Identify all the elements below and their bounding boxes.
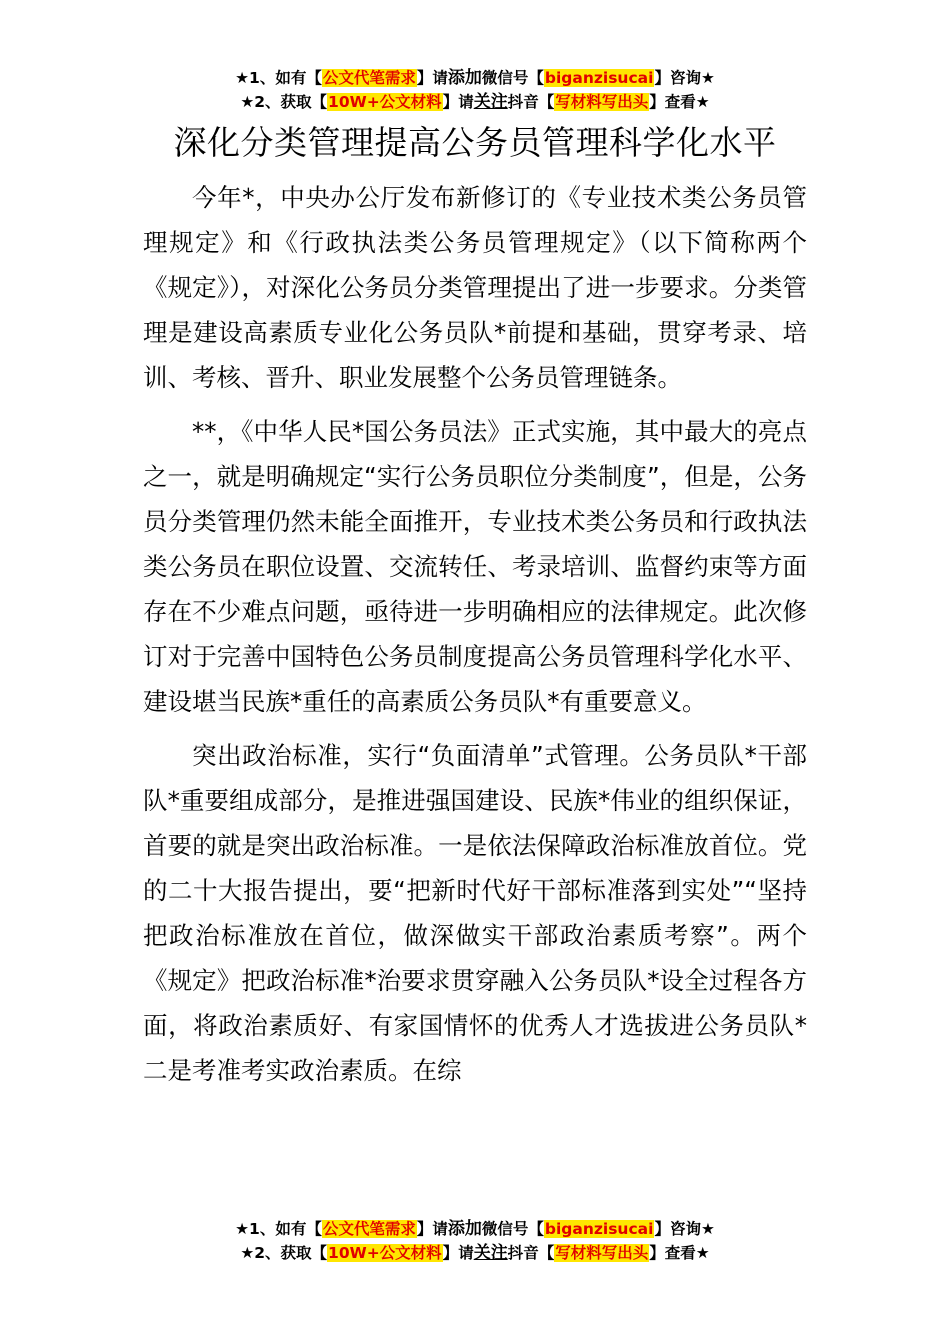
- promo-highlight: 公文代笔需求: [322, 69, 416, 87]
- wechat-id: biganzisucai: [544, 1220, 654, 1238]
- wechat-id: biganzisucai: [544, 69, 654, 87]
- promo-line-1: ★1、如有【公文代笔需求】请添加微信号【biganzisucai】咨询★: [235, 1219, 715, 1239]
- header-promo-banner: [0, 66, 950, 114]
- document-title: 深化分类管理提高公务员管理科学化水平: [173, 123, 777, 162]
- promo-highlight: 10W+公文材料: [328, 93, 442, 111]
- paragraph-3: 突出政治标准，实行“负面清单”式管理。公务员队*干部队*重要组成部分，是推进强国建设、民族*伟业的组织保证，首要的就是突出政治标准。一是依法保障政治标准放首位。党的二十大报告提出，要“把新时代好干部标准落到实处”“坚持把政治标准放在首位，做深做实干部政治素质考察”。两个《规定》把政治标准*治要求贯穿融入公务员队*设全过程各方面，将政治素质好、有家国情怀的优秀人才选拔进公务员队*二是考准考实政治素质。在综: [143, 741, 807, 1085]
- promo-highlight: 公文代笔需求: [322, 1220, 416, 1238]
- promo-line-2: ★2、获取【10W+公文材料】请关注抖音【写材料写出头】查看★: [240, 1243, 710, 1263]
- document-body: [143, 175, 807, 1102]
- promo-line-2: ★2、获取【10W+公文材料】请关注抖音【写材料写出头】查看★: [240, 92, 710, 112]
- paragraph-2: **，《中华人民*国公务员法》正式实施，其中最大的亮点之一，就是明确规定“实行公务员职位分类制度”，但是，公务员分类管理仍然未能全面推开，专业技术类公务员和行政执法类公务员在职位设置、交流转任、考录培训、监督约束等方面存在不少难点问题，亟待进一步明确相应的法律规定。此次修订对于完善中国特色公务员制度提高公务员管理科学化水平、建设堪当民族*重任的高素质公务员队*有重要意义。: [143, 417, 807, 716]
- douyin-account: 写材料写出头: [555, 1244, 649, 1262]
- promo-line-1: ★1、如有【公文代笔需求】请添加微信号【biganzisucai】咨询★: [235, 68, 715, 88]
- footer-promo-banner: [0, 1217, 950, 1265]
- paragraph-1: 今年*，中央办公厅发布新修订的《专业技术类公务员管理规定》和《行政执法类公务员管理规定》（以下简称两个《规定》），对深化公务员分类管理提出了进一步要求。分类管理是建设高素质专业化公务员队*前提和基础，贯穿考录、培训、考核、晋升、职业发展整个公务员管理链条。: [143, 183, 807, 392]
- douyin-account: 写材料写出头: [555, 93, 649, 111]
- promo-highlight: 10W+公文材料: [328, 1244, 442, 1262]
